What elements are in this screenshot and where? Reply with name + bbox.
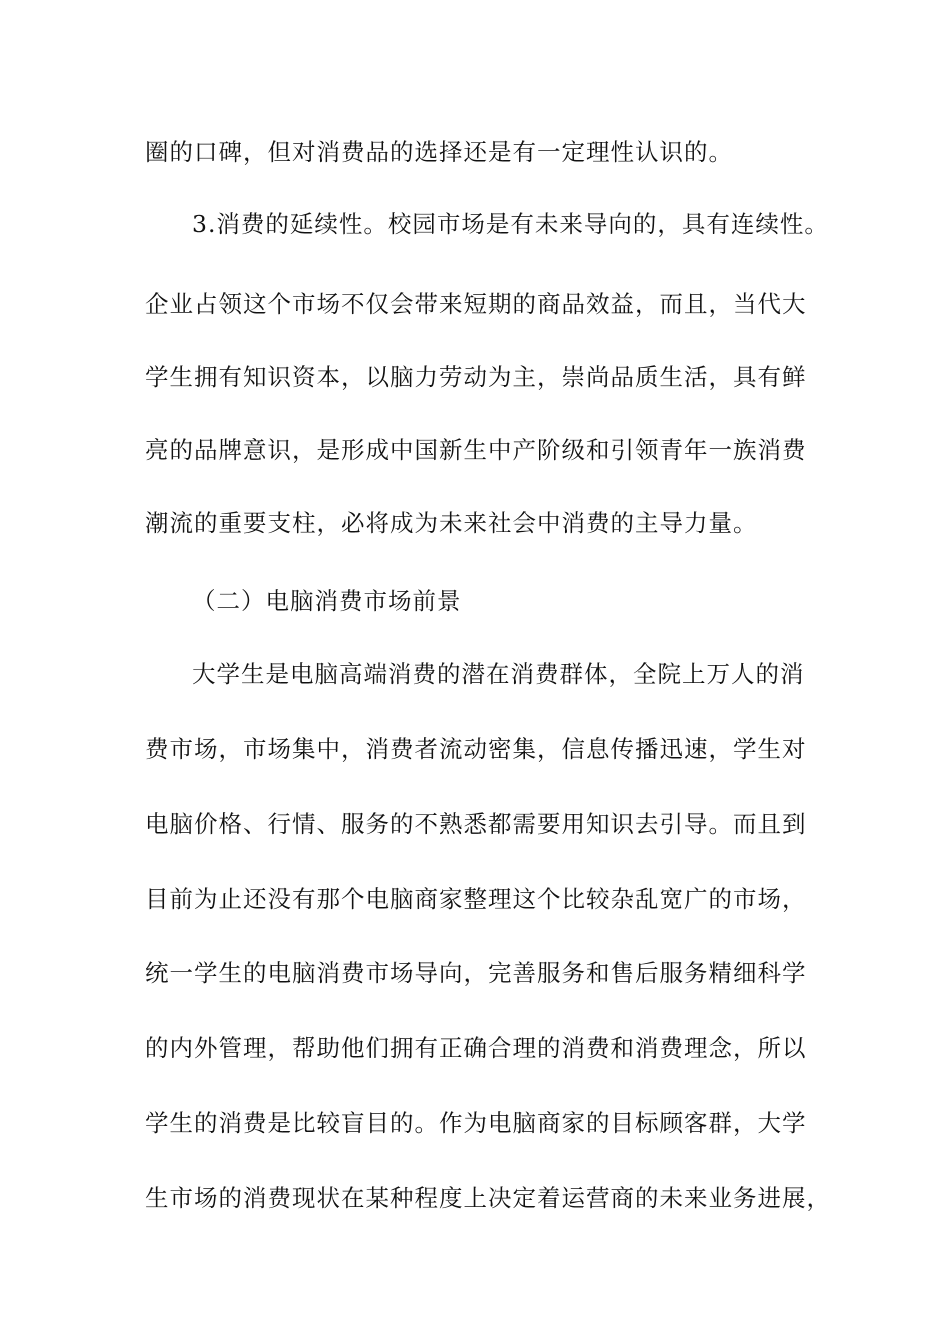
text-line-15: 生市场的消费现状在某种程度上决定着运营商的未来业务进展， [145, 1184, 831, 1212]
text-line-2: 3.消费的延续性。校园市场是有未来导向的，具有连续性。 [192, 210, 829, 238]
text-line-14: 学生的消费是比较盲目的。作为电脑商家的目标顾客群，大学 [145, 1109, 807, 1137]
text-line-3: 企业占领这个市场不仅会带来短期的商品效益，而且，当代大 [145, 290, 807, 318]
text-line-13: 的内外管理，帮助他们拥有正确合理的消费和消费理念，所以 [145, 1034, 807, 1062]
text-line-8: 大学生是电脑高端消费的潜在消费群体，全院上万人的消 [192, 660, 805, 688]
text-line-11: 目前为止还没有那个电脑商家整理这个比较杂乱宽广的市场， [145, 885, 807, 913]
text-line-12: 统一学生的电脑消费市场导向，完善服务和售后服务精细科学 [145, 959, 807, 987]
text-line-6: 潮流的重要支柱，必将成为未来社会中消费的主导力量。 [145, 509, 758, 537]
text-line-9: 费市场，市场集中，消费者流动密集，信息传播迅速，学生对 [145, 735, 807, 763]
text-line-1: 圈的口碑，但对消费品的选择还是有一定理性认识的。 [145, 138, 733, 166]
text-line-10: 电脑价格、行情、服务的不熟悉都需要用知识去引导。而且到 [145, 810, 807, 838]
text-line-4: 学生拥有知识资本，以脑力劳动为主，崇尚品质生活，具有鲜 [145, 363, 807, 391]
text-line-5: 亮的品牌意识，是形成中国新生中产阶级和引领青年一族消费 [145, 436, 807, 464]
section-heading: （二）电脑消费市场前景 [192, 587, 462, 615]
